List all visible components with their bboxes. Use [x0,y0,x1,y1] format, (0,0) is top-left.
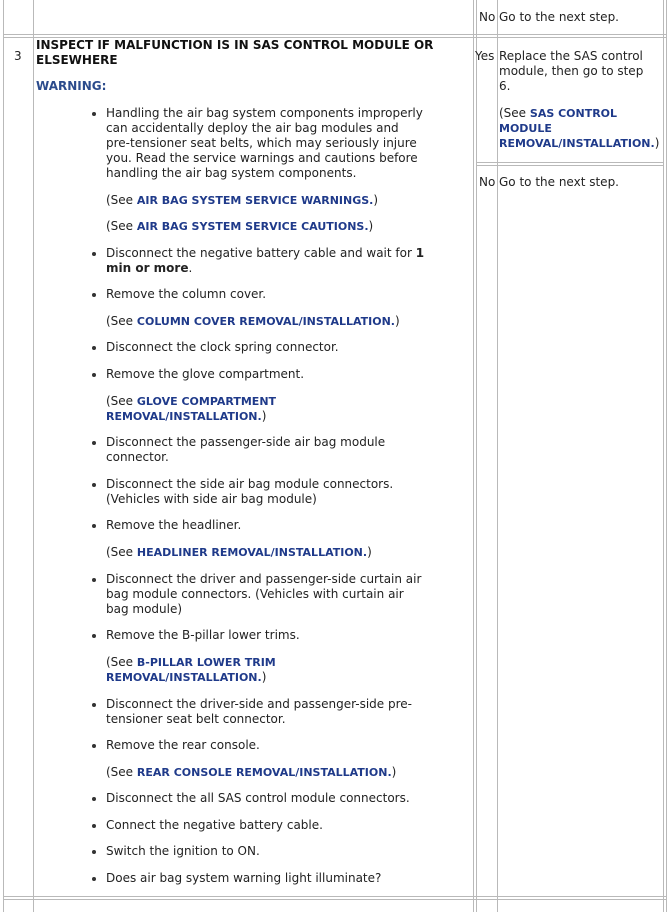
item-passenger-airbag-1: Disconnect the passenger-side air bag module [106,435,386,449]
row-divider-top [3,34,667,35]
link-airbag-cautions[interactable]: AIR BAG SYSTEM SERVICE CAUTIONS. [136,220,369,233]
table-border-right-inner [663,0,664,912]
bullet-dot [92,112,96,116]
see-suffix: ) [367,545,372,559]
item-battery-bold2: min or more [106,261,189,275]
warning-line-5: handling the air bag system components. [106,166,357,180]
bullet-dot [92,797,96,801]
yes-text-line1: Replace the SAS control [499,49,643,63]
see-prefix: (See [106,765,137,779]
bullet-dot [92,252,96,256]
step-title-line2: ELSEWHERE [36,53,118,67]
see-suffix: ) [368,219,374,233]
no-text: Go to the next step. [499,175,619,189]
yes-text-line3: 6. [499,79,511,93]
link-glove-2[interactable]: REMOVAL/INSTALLATION. [106,410,262,423]
row-divider-bottom [3,896,667,897]
item-sas-connectors: Disconnect the all SAS control module connectors. [106,791,410,805]
bullet-dot [92,524,96,528]
bullet-dot [92,483,96,487]
yes-see-line3 [499,136,659,151]
bullet-dot [92,877,96,881]
link-glove-1[interactable]: GLOVE COMPARTMENT [136,395,277,408]
bullet-dot [92,744,96,748]
see-suffix: ) [654,136,660,150]
see-prefix: (See [106,545,137,559]
see-suffix: ) [261,670,267,684]
see-suffix: ) [391,765,397,779]
no-label: No [479,175,496,189]
item-side-airbag-1: Disconnect the side air bag module connectors. [106,477,394,491]
link-sas-2[interactable]: MODULE [499,122,552,135]
yes-label: Yes [475,49,495,63]
see-bpillar-line2 [106,670,266,685]
see-prefix: (See [106,219,137,233]
item-side-airbag-2: (Vehicles with side air bag module) [106,492,317,506]
item-curtain-1: Disconnect the driver and passenger-side curtain air [106,572,422,586]
bullet-dot [92,824,96,828]
item-connect-battery: Connect the negative battery cable. [106,818,323,832]
item-curtain-2: bag module connectors. (Vehicles with curtain air [106,587,404,601]
bullet-dot [92,293,96,297]
item-clock-spring: Disconnect the clock spring connector. [106,340,339,354]
link-sas-3[interactable]: REMOVAL/INSTALLATION. [499,137,655,150]
item-bpillar: Remove the B-pillar lower trims. [106,628,300,642]
link-sas-1[interactable]: SAS CONTROL [529,107,618,120]
item-question: Does air bag system warning light illuminate? [106,871,382,885]
item-battery-line1 [106,246,424,261]
see-glove-line2 [106,409,266,424]
link-column-cover[interactable]: COLUMN COVER REMOVAL/INSTALLATION. [136,315,395,328]
warning-line-2: can accidentally deploy the air bag modules and [106,121,399,135]
link-bpillar-2[interactable]: REMOVAL/INSTALLATION. [106,671,262,684]
table-border-right [666,0,667,912]
link-headliner[interactable]: HEADLINER REMOVAL/INSTALLATION. [136,546,368,559]
bullet-dot [92,578,96,582]
item-passenger-airbag-2: connector. [106,450,169,464]
warning-line-1: Handling the air bag system components improperly [106,106,423,120]
table-border-col1 [33,0,34,912]
warning-label: WARNING: [36,79,107,93]
row-divider-bottom-2 [3,899,667,900]
item-ignition: Switch the ignition to ON. [106,844,260,858]
yes-text-line2: module, then go to step [499,64,644,78]
see-prefix: (See [106,394,137,408]
step-number: 3 [14,49,22,63]
see-suffix: ) [261,409,267,423]
see-column-cover [106,314,400,329]
item-pretensioner-2: tensioner seat belt connector. [106,712,286,726]
bullet-dot [92,441,96,445]
table-border-col2 [473,0,474,912]
see-warnings [106,193,378,208]
see-glove-line1 [106,394,276,409]
item-battery-bold1: 1 [415,246,425,260]
item-headliner: Remove the headliner. [106,518,242,532]
see-prefix: (See [106,193,137,207]
item-glove: Remove the glove compartment. [106,367,305,381]
see-suffix: ) [395,314,400,328]
bullet-dot [92,373,96,377]
bullet-dot [92,634,96,638]
item-rear-console: Remove the rear console. [106,738,260,752]
link-rear-console[interactable]: REAR CONSOLE REMOVAL/INSTALLATION. [136,766,392,779]
table-border-col4 [497,0,498,912]
warning-line-3: pre-tensioner seat belts, which may seriously injure [106,136,417,150]
yes-no-divider-2 [476,165,664,166]
yes-no-divider [476,162,664,163]
bullet-dot [92,850,96,854]
step-title-line1: INSPECT IF MALFUNCTION IS IN SAS CONTROL MODULE OR [36,38,434,52]
see-bpillar-line1 [106,655,276,670]
item-battery-text: Disconnect the negative battery cable and wait for [106,246,412,260]
prev-no-text: Go to the next step. [499,10,619,24]
bullet-dot [92,346,96,350]
table-border-left [3,0,4,912]
item-column-cover: Remove the column cover. [106,287,267,301]
see-prefix: (See [106,655,137,669]
item-battery-end: . [188,261,193,275]
see-cautions [106,219,373,234]
see-suffix: ) [373,193,379,207]
see-rear-console [106,765,396,780]
yes-see-line1 [499,106,617,121]
warning-line-4: you. Read the service warnings and cautions before [106,151,418,165]
link-bpillar-1[interactable]: B-PILLAR LOWER TRIM [136,656,276,669]
table-border-col3 [476,0,477,912]
see-prefix: (See [499,106,530,120]
link-airbag-warnings[interactable]: AIR BAG SYSTEM SERVICE WARNINGS. [136,194,374,207]
item-pretensioner-1: Disconnect the driver-side and passenger-side pre- [106,697,412,711]
bullet-dot [92,703,96,707]
see-prefix: (See [106,314,137,328]
item-curtain-3: bag module) [106,602,183,616]
prev-no-label: No [479,10,496,24]
see-headliner [106,545,372,560]
item-battery-line2 [106,261,192,276]
